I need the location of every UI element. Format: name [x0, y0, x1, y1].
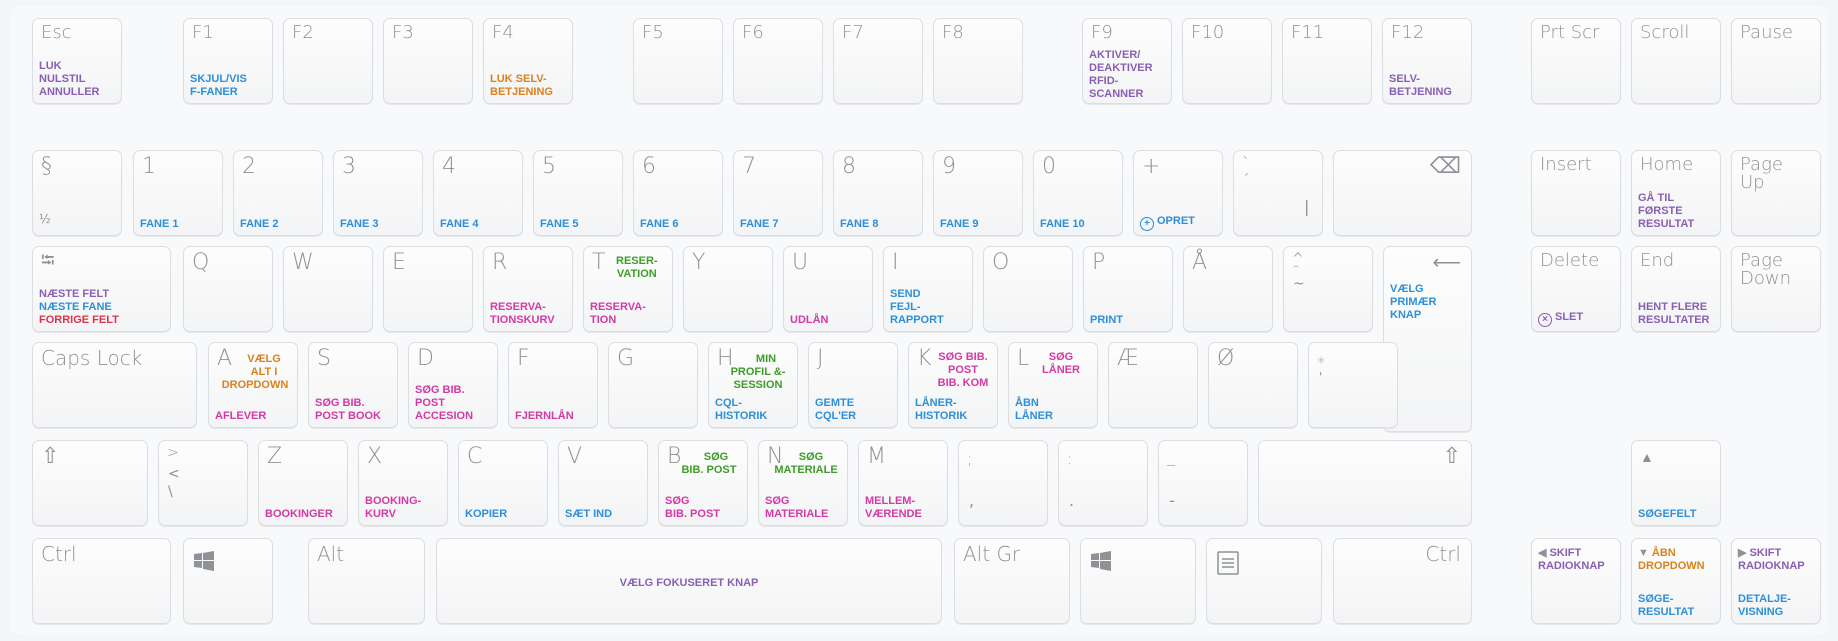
key-annotation: SØGEFELT	[1638, 508, 1697, 520]
key-acute[interactable]	[1233, 150, 1323, 236]
key-annotation: HENT FLERE RESULTATER	[1638, 301, 1710, 326]
key-label: F7	[842, 22, 864, 43]
key-annotation: PRINT	[1090, 314, 1123, 326]
key-pause[interactable]	[1731, 18, 1821, 104]
key-annotation: SEND FEJL- RAPPORT	[890, 288, 944, 326]
key-menu[interactable]	[1206, 538, 1322, 624]
key-annotation: UDLÅN	[790, 314, 829, 326]
x-circle-icon: ×	[1538, 313, 1552, 327]
key-annotation: MELLEM- VÆRENDE	[865, 495, 922, 520]
key-angle-brackets[interactable]	[158, 440, 248, 526]
key-label: Z	[267, 444, 283, 469]
key-annotation: AKTIVER/ DEAKTIVER RFID- SCANNER	[1089, 49, 1153, 100]
key-annotation: × SLET	[1538, 311, 1583, 327]
key-label: F10	[1191, 22, 1225, 43]
key-k[interactable]	[908, 342, 998, 428]
key-label: F5	[642, 22, 664, 43]
key-annotation: FJERNLÅN	[515, 410, 574, 422]
key-annotation: FANE 1	[140, 218, 179, 230]
key-label: 0	[1042, 154, 1056, 179]
key-1[interactable]	[133, 150, 223, 236]
key-annotation: SKJUL/VIS F-FANER	[190, 73, 247, 98]
key-c[interactable]	[458, 440, 548, 526]
key-label: 1	[142, 154, 156, 179]
key-g[interactable]	[608, 342, 698, 428]
key-label: Alt	[317, 542, 345, 566]
key-annotation: SØG BIB. POST BOOK	[315, 397, 382, 422]
key-right-windows[interactable]	[1080, 538, 1196, 624]
key-f6[interactable]	[733, 18, 823, 104]
key-label: +	[1142, 154, 1161, 179]
key-label: Page Up	[1740, 154, 1783, 193]
key-label: Delete	[1540, 250, 1600, 271]
key-sublabel: <	[168, 466, 180, 482]
key-f4[interactable]	[483, 18, 573, 104]
key-annotation: GEMTE CQL'ER	[815, 397, 857, 422]
key-label: C	[467, 444, 483, 469]
key-label: T	[592, 250, 606, 275]
key-sublabel: -	[1169, 491, 1175, 510]
key-annotation: FANE 6	[640, 218, 679, 230]
key-label: M	[867, 444, 886, 469]
key-colon[interactable]	[1058, 440, 1148, 526]
key-0[interactable]	[1033, 150, 1123, 236]
key-annotation: FANE 5	[540, 218, 579, 230]
key-scroll-lock[interactable]	[1631, 18, 1721, 104]
key-h[interactable]	[708, 342, 798, 428]
key-annotation: SØG BIB. POST	[665, 495, 721, 520]
key-label: F9	[1091, 22, 1113, 43]
key-6[interactable]	[633, 150, 723, 236]
tab-icon: ⭾	[41, 250, 55, 271]
key-alt-gr[interactable]	[954, 538, 1070, 624]
key-label: Y	[692, 250, 706, 275]
key-annotation: LUK SELV- BETJENING	[490, 73, 553, 98]
key-oe[interactable]	[1208, 342, 1298, 428]
key-annotation: + OPRET	[1140, 215, 1195, 231]
key-label: K	[917, 346, 932, 371]
key-q[interactable]	[183, 246, 273, 332]
key-annotation: AFLEVER	[215, 410, 267, 422]
key-annotation-top: MIN PROFIL &- SESSION	[730, 353, 786, 391]
key-f3[interactable]	[383, 18, 473, 104]
key-u[interactable]	[783, 246, 873, 332]
key-section[interactable]	[32, 150, 122, 236]
key-home[interactable]	[1631, 150, 1721, 236]
key-f[interactable]	[508, 342, 598, 428]
key-left-ctrl[interactable]	[32, 538, 171, 624]
key-label: 3	[342, 154, 356, 179]
key-b[interactable]	[658, 440, 748, 526]
key-label: Page Down	[1740, 250, 1792, 289]
key-label: 6	[642, 154, 656, 179]
key-right-ctrl[interactable]	[1333, 538, 1472, 624]
key-label: 5	[542, 154, 556, 179]
key-label: 9	[942, 154, 956, 179]
key-label: F	[517, 346, 530, 371]
key-t[interactable]	[583, 246, 673, 332]
key-3[interactable]	[333, 150, 423, 236]
key-label: Ctrl	[41, 542, 77, 566]
key-w[interactable]	[283, 246, 373, 332]
key-label: N	[767, 444, 784, 469]
key-label: F11	[1291, 22, 1325, 43]
key-f11[interactable]	[1282, 18, 1372, 104]
key-9[interactable]	[933, 150, 1023, 236]
key-ae[interactable]	[1108, 342, 1198, 428]
key-label: U	[792, 250, 809, 275]
key-i[interactable]	[883, 246, 973, 332]
key-7[interactable]	[733, 150, 823, 236]
key-label: W	[292, 250, 314, 275]
key-annotation: FANE 3	[340, 218, 379, 230]
key-label: Caps Lock	[41, 346, 143, 370]
key-left-windows[interactable]	[183, 538, 273, 624]
key-annotation-top: VÆLG ALT I DROPDOWN	[221, 353, 289, 391]
key-m[interactable]	[858, 440, 948, 526]
key-label: F1	[192, 22, 214, 43]
key-j[interactable]	[808, 342, 898, 428]
key-sublabel: ~	[1293, 276, 1305, 292]
key-annotation: VÆLG FOKUSERET KNAP	[619, 577, 759, 589]
key-f2[interactable]	[283, 18, 373, 104]
key-5[interactable]	[533, 150, 623, 236]
key-label: G	[617, 346, 635, 371]
key-v[interactable]	[558, 440, 648, 526]
key-label: P	[1092, 250, 1106, 275]
arrow-up-icon: ▲	[1640, 450, 1654, 466]
key-label: F3	[392, 22, 414, 43]
key-annotation: DETALJE- VISNING	[1738, 593, 1791, 618]
key-annotation: VÆLG PRIMÆR KNAP	[1390, 283, 1437, 321]
key-label: Æ	[1117, 346, 1139, 371]
key-annotation: RESERVA- TIONSKURV	[490, 301, 555, 326]
key-label: F12	[1391, 22, 1425, 43]
key-annotation: FANE 4	[440, 218, 479, 230]
key-a[interactable]	[208, 342, 298, 428]
key-label: `	[1242, 154, 1250, 173]
key-label: R	[492, 250, 508, 275]
key-label: L	[1017, 346, 1030, 371]
key-r[interactable]	[483, 246, 573, 332]
key-label: F4	[492, 22, 514, 43]
key-sublabel: ¨	[1293, 264, 1299, 278]
key-annotation: SØGE- RESULTAT	[1638, 593, 1695, 618]
key-arrow-up[interactable]	[1631, 440, 1721, 526]
key-label: I	[892, 250, 899, 275]
key-page-up[interactable]	[1731, 150, 1821, 236]
key-annotation: KOPIER	[465, 508, 508, 520]
backspace-icon: ⌫	[1429, 154, 1461, 179]
key-print-screen[interactable]	[1531, 18, 1621, 104]
key-delete[interactable]	[1531, 246, 1621, 332]
key-annotation: SÆT IND	[565, 508, 613, 520]
key-annotation: FANE 2	[240, 218, 279, 230]
key-label: V	[567, 444, 583, 469]
key-label: S	[317, 346, 331, 371]
key-label: Scroll	[1640, 22, 1690, 43]
key-label: D	[417, 346, 434, 371]
key-f12[interactable]	[1382, 18, 1472, 104]
key-label: F6	[742, 22, 764, 43]
key-backspace[interactable]	[1333, 150, 1472, 236]
key-annotation-top: RESER- VATION	[616, 255, 658, 280]
key-end[interactable]	[1631, 246, 1721, 332]
key-4[interactable]	[433, 150, 523, 236]
key-label: Å	[1192, 250, 1208, 275]
menu-icon	[1217, 551, 1239, 575]
key-f7[interactable]	[833, 18, 923, 104]
key-annotation: CQL- HISTORIK	[715, 397, 768, 422]
key-sublabel: .	[1069, 491, 1075, 510]
key-annotation: BOOKINGER	[265, 508, 333, 520]
key-label: 4	[442, 154, 456, 179]
key-f8[interactable]	[933, 18, 1023, 104]
key-8[interactable]	[833, 150, 923, 236]
key-aa[interactable]	[1183, 246, 1273, 332]
key-left-shift[interactable]	[32, 440, 148, 526]
key-label: Esc	[41, 22, 72, 43]
key-space[interactable]	[436, 538, 942, 624]
key-arrow-right[interactable]	[1731, 538, 1821, 624]
key-label: 2	[242, 154, 256, 179]
key-tab[interactable]	[32, 246, 171, 332]
key-d[interactable]	[408, 342, 498, 428]
key-label: Ctrl	[1425, 542, 1461, 566]
key-annotation: LUK NULSTIL ANNULLER	[39, 60, 100, 98]
key-annotation: ◀ SKIFT RADIOKNAP	[1538, 547, 1605, 572]
key-label: H	[717, 346, 734, 371]
key-annotation: FANE 9	[940, 218, 979, 230]
key-annotation-top: SØG BIB. POST BIB. KOM	[937, 351, 989, 389]
key-y[interactable]	[683, 246, 773, 332]
key-annotation-top: ▶ SKIFT RADIOKNAP	[1738, 547, 1805, 572]
key-label: *	[1317, 353, 1325, 372]
key-p[interactable]	[1083, 246, 1173, 332]
key-label: 8	[842, 154, 856, 179]
key-right-shift[interactable]	[1258, 440, 1472, 526]
key-annotation: RESERVA- TION	[590, 301, 646, 326]
enter-icon: ⟵	[1432, 250, 1461, 274]
key-insert[interactable]	[1531, 150, 1621, 236]
key-s[interactable]	[308, 342, 398, 428]
key-arrow-down[interactable]	[1631, 538, 1721, 624]
key-sublabel: \	[168, 484, 173, 500]
key-x[interactable]	[358, 440, 448, 526]
key-sublabel: ½	[39, 212, 51, 226]
key-annotation: SØG MATERIALE	[765, 495, 829, 520]
key-caret[interactable]	[1283, 246, 1373, 332]
key-f1[interactable]	[183, 18, 273, 104]
key-annotation-top: SØG LÅNER	[1042, 351, 1080, 376]
key-label: E	[392, 250, 406, 275]
key-annotation-top: ▼ ÅBN DROPDOWN	[1638, 547, 1705, 572]
key-label: F2	[292, 22, 314, 43]
key-annotation: NÆSTE FELT NÆSTE FANE FORRIGE FELT	[39, 288, 119, 326]
arrow-down-icon: ▼	[1638, 547, 1649, 559]
key-annotation: FANE 10	[1040, 218, 1085, 230]
key-page-down[interactable]	[1731, 246, 1821, 332]
key-annotation: FANE 7	[740, 218, 779, 230]
windows-icon	[194, 551, 214, 571]
arrow-left-icon: ◀	[1538, 547, 1547, 559]
key-label: Pause	[1740, 22, 1793, 43]
key-label: Prt Scr	[1540, 22, 1600, 43]
key-annotation-top: SØG MATERIALE	[774, 451, 838, 476]
key-label: A	[217, 346, 233, 371]
key-label: Insert	[1540, 154, 1592, 175]
key-label: J	[817, 346, 824, 371]
key-label: _	[1167, 447, 1175, 466]
key-sublabel: ´	[1243, 172, 1249, 186]
shift-icon: ⇧	[41, 444, 60, 469]
key-label: Ø	[1217, 346, 1235, 371]
key-f9[interactable]	[1082, 18, 1172, 104]
key-f10[interactable]	[1182, 18, 1272, 104]
key-label: ^	[1292, 251, 1304, 267]
key-label: Q	[192, 250, 210, 275]
key-label: :	[1067, 449, 1073, 468]
key-sublabel: |	[1304, 197, 1310, 216]
key-label: §	[41, 154, 52, 179]
key-caps-lock[interactable]	[32, 342, 197, 428]
key-z[interactable]	[258, 440, 348, 526]
key-n[interactable]	[758, 440, 848, 526]
key-label: ;	[967, 449, 973, 468]
key-label: >	[167, 445, 179, 461]
key-o[interactable]	[983, 246, 1073, 332]
key-annotation: LÅNER- HISTORIK	[915, 397, 968, 422]
key-label: X	[367, 444, 383, 469]
key-arrow-left[interactable]	[1531, 538, 1621, 624]
key-label: O	[992, 250, 1010, 275]
key-asterisk[interactable]	[1308, 342, 1398, 428]
key-label: 7	[742, 154, 756, 179]
key-label: B	[667, 444, 682, 469]
key-label: F8	[942, 22, 964, 43]
key-e[interactable]	[383, 246, 473, 332]
key-annotation: BOOKING- KURV	[365, 495, 422, 520]
key-esc[interactable]	[32, 18, 122, 104]
key-annotation: SELV- BETJENING	[1389, 73, 1452, 98]
key-l[interactable]	[1008, 342, 1098, 428]
key-2[interactable]	[233, 150, 323, 236]
key-annotation: SØG BIB. POST ACCESION	[415, 384, 474, 422]
key-annotation: FANE 8	[840, 218, 879, 230]
arrow-right-icon: ▶	[1738, 547, 1747, 559]
key-sublabel: '	[1319, 370, 1323, 384]
shift-icon: ⇧	[1442, 444, 1461, 469]
key-alt[interactable]	[308, 538, 425, 624]
key-label: Alt Gr	[963, 542, 1021, 566]
windows-icon	[1091, 551, 1111, 571]
key-label: End	[1640, 250, 1675, 271]
key-annotation: GÅ TIL FØRSTE RESULTAT	[1638, 192, 1695, 230]
key-annotation-top: SØG BIB. POST	[681, 451, 737, 476]
plus-circle-icon: +	[1140, 217, 1154, 231]
key-f5[interactable]	[633, 18, 723, 104]
key-plus[interactable]	[1133, 150, 1223, 236]
key-annotation: ÅBN LÅNER	[1015, 397, 1053, 422]
key-underscore[interactable]	[1158, 440, 1248, 526]
key-semicolon[interactable]	[958, 440, 1048, 526]
key-sublabel: ,	[969, 491, 975, 510]
key-label: Home	[1640, 154, 1694, 175]
